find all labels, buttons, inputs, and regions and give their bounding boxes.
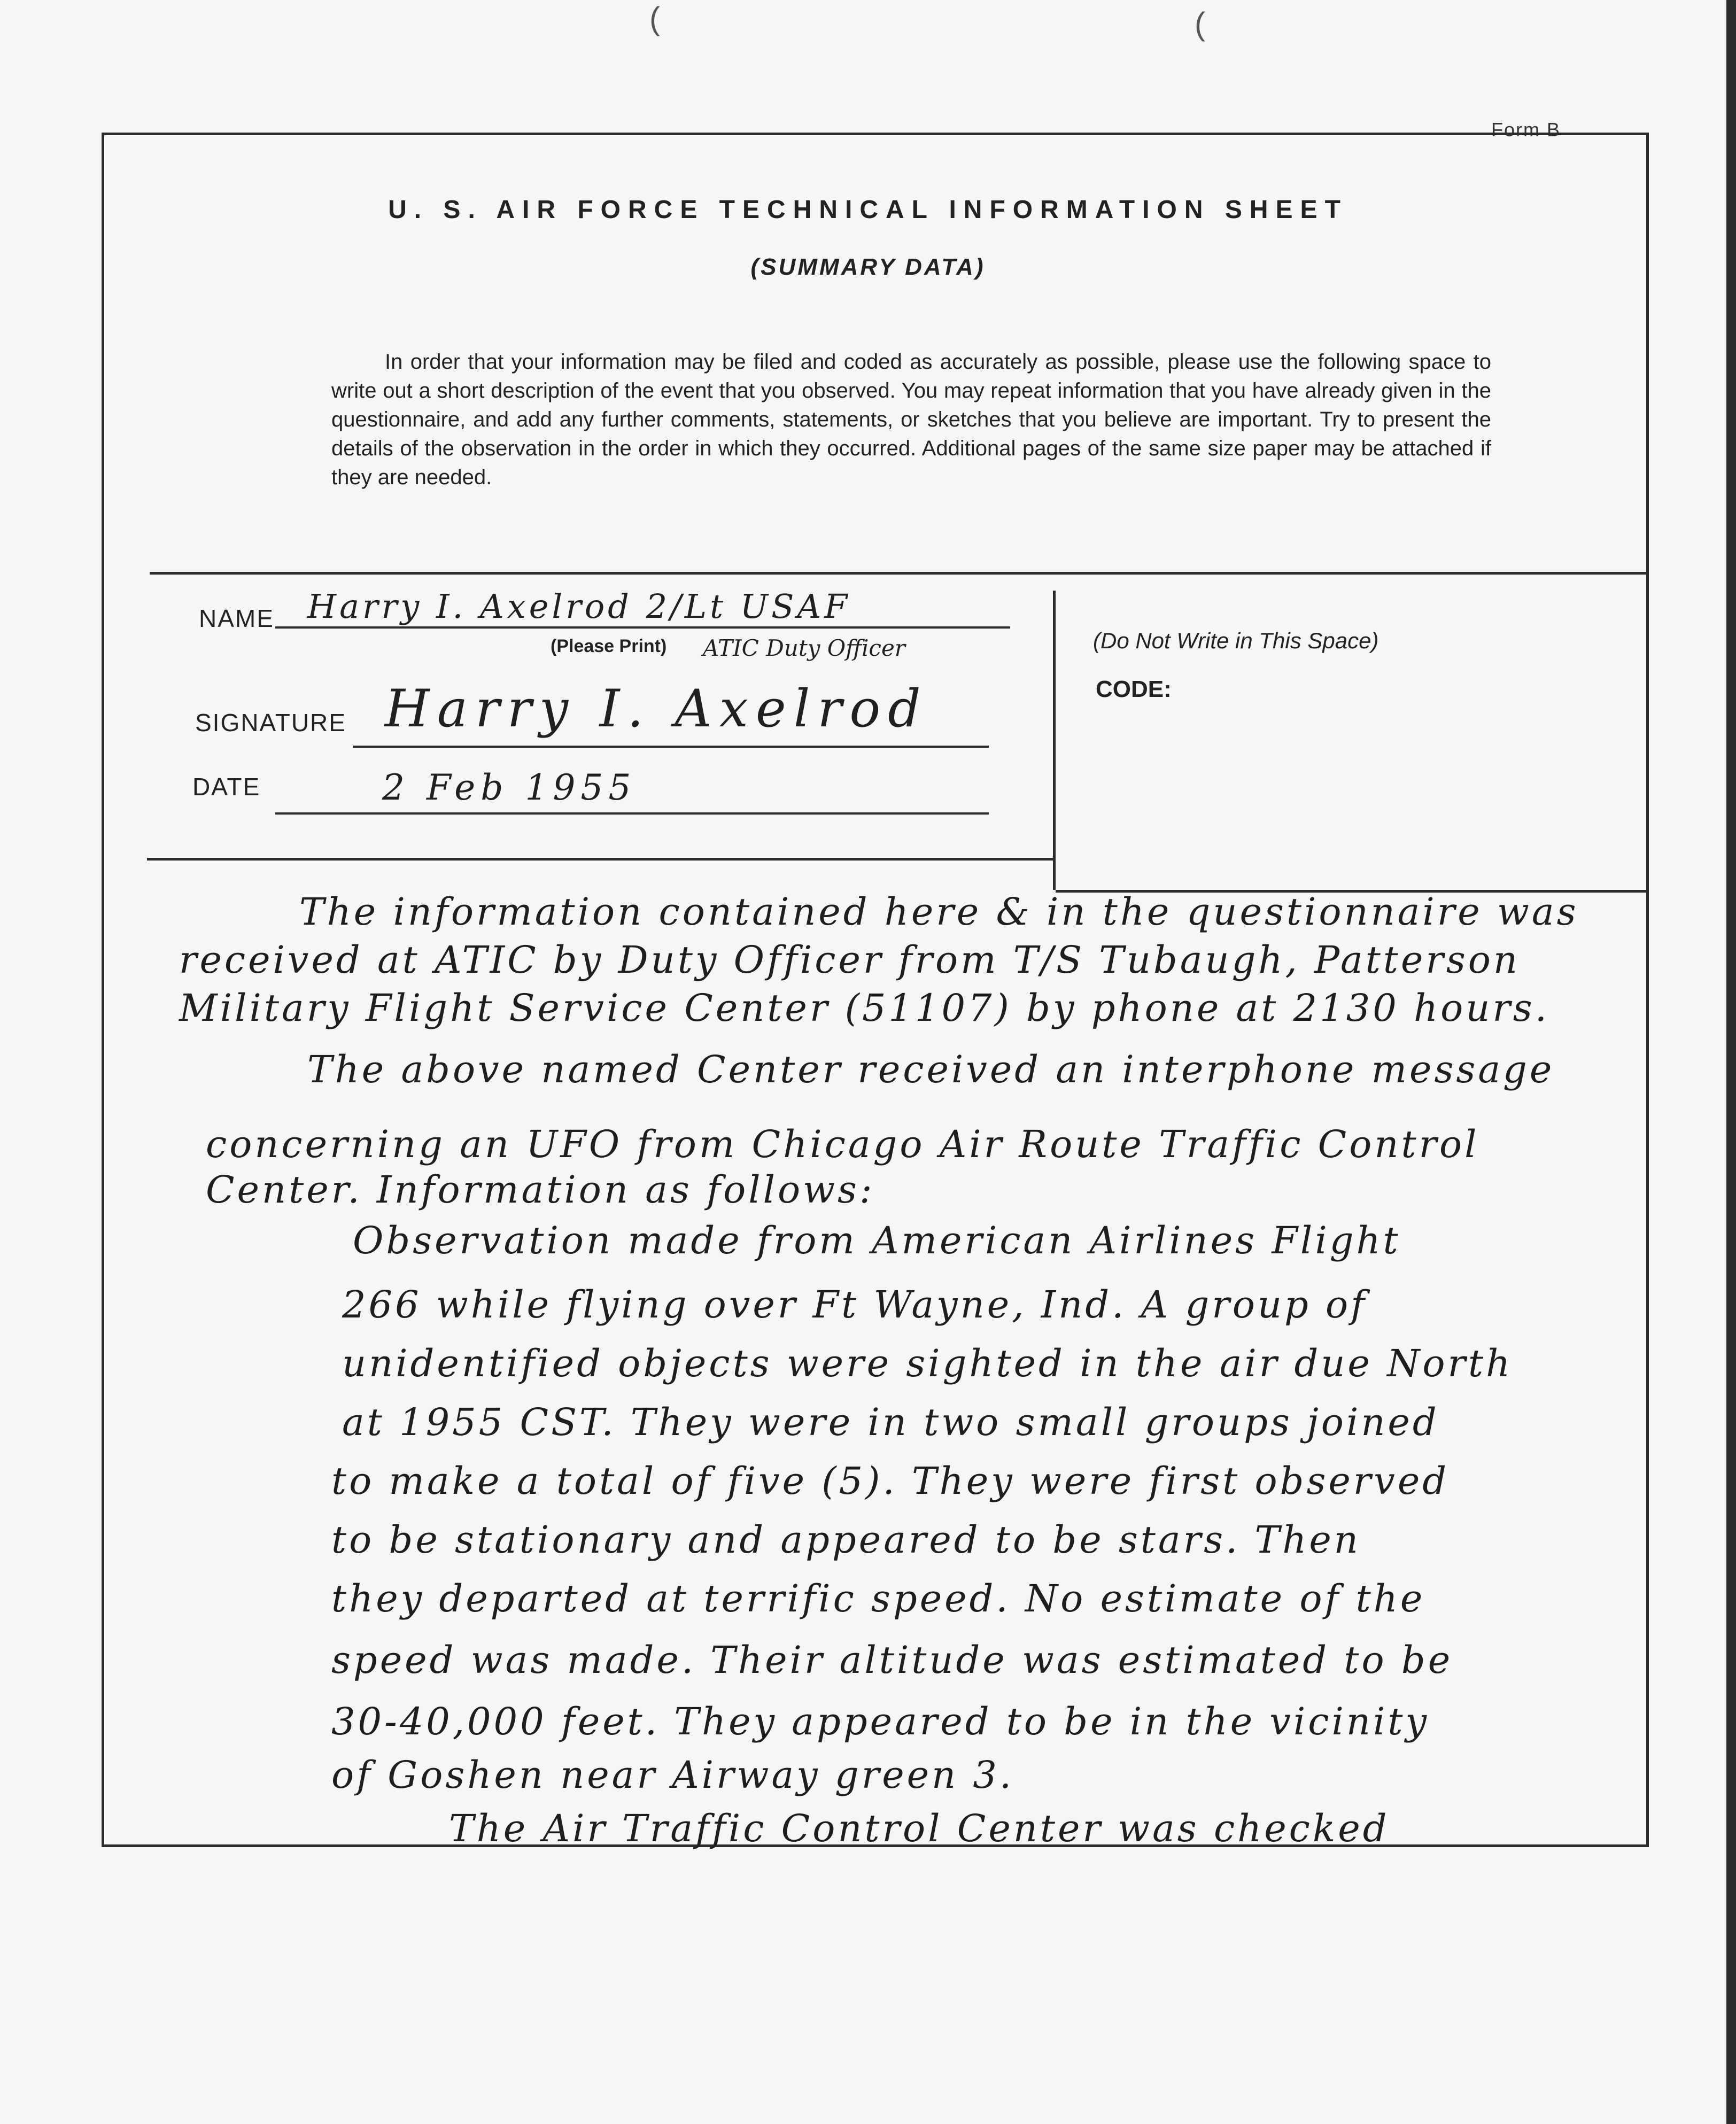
- section-divider: [150, 572, 1649, 575]
- instructions-text: In order that your information may be filed and coded as accurately as possible, please use the following space to write out a short description of the event that you observed. You may repeat information that you have already given in the questionnaire, and add any further comments, statements, or sketches that you believe are important. Try to present the details of the observation in the order in which they occurred. Additional pages of the same size paper may be attached if they are needed.: [331, 350, 1491, 489]
- form-title: U. S. AIR FORCE TECHNICAL INFORMATION SHEET: [388, 196, 1348, 224]
- narrative-line: speed was made. Their altitude was estimated to be: [331, 1638, 1453, 1682]
- narrative-line: to make a total of five (5). They were first observed: [331, 1459, 1450, 1503]
- narrative-line: concerning an UFO from Chicago Air Route Traffic Control: [206, 1122, 1479, 1166]
- date-line: [275, 812, 989, 815]
- signature-line: [353, 746, 989, 748]
- office-use-note: (Do Not Write in This Space): [1093, 628, 1379, 653]
- narrative-line: The above named Center received an interphone message: [307, 1048, 1555, 1091]
- date-value: 2 Feb 1955: [382, 767, 637, 808]
- signature-value: Harry I. Axelrod: [385, 679, 928, 739]
- print-hint: (Please Print): [551, 636, 667, 656]
- column-divider: [1053, 591, 1056, 890]
- narrative-line: The Air Traffic Control Center was checked: [449, 1807, 1390, 1850]
- narrative-line: 266 while flying over Ft Wayne, Ind. A group of: [342, 1283, 1368, 1327]
- narrative-line: Center. Information as follows:: [206, 1168, 875, 1212]
- narrative-line: 30-40,000 feet. They appeared to be in the vicinity: [331, 1700, 1430, 1743]
- name-line: [275, 626, 1010, 629]
- section-divider: [147, 858, 1056, 861]
- narrative-line: The information contained here & in the questionnaire was: [299, 890, 1579, 934]
- narrative-line: Military Flight Service Center (51107) by phone at 2130 hours.: [179, 986, 1549, 1030]
- signature-label: SIGNATURE: [195, 709, 346, 737]
- narrative-line: they departed at terrific speed. No estimate of the: [331, 1577, 1425, 1621]
- code-label: CODE:: [1096, 676, 1172, 702]
- narrative-line: Observation made from American Airlines Flight: [353, 1219, 1401, 1262]
- narrative-line: unidentified objects were sighted in the air due North: [342, 1342, 1513, 1385]
- narrative-line: of Goshen near Airway green 3.: [331, 1753, 1014, 1797]
- narrative-line: received at ATIC by Duty Officer from T/S Tubaugh, Patterson: [179, 938, 1520, 982]
- date-label: DATE: [192, 773, 261, 801]
- scan-mark: (: [649, 1, 660, 36]
- scan-mark: (: [1195, 6, 1205, 42]
- narrative-line: at 1955 CST. They were in two small groups joined: [342, 1400, 1439, 1444]
- narrative-line: to be stationary and appeared to be stars. Then: [331, 1518, 1361, 1562]
- form-subtitle: (SUMMARY DATA): [750, 254, 986, 280]
- form-label: Form B: [1491, 119, 1561, 141]
- scan-edge: [1726, 0, 1736, 2124]
- name-label: NAME: [199, 604, 274, 632]
- name-sub-value: ATIC Duty Officer: [703, 635, 905, 661]
- name-value: Harry I. Axelrod 2/Lt USAF: [307, 587, 851, 626]
